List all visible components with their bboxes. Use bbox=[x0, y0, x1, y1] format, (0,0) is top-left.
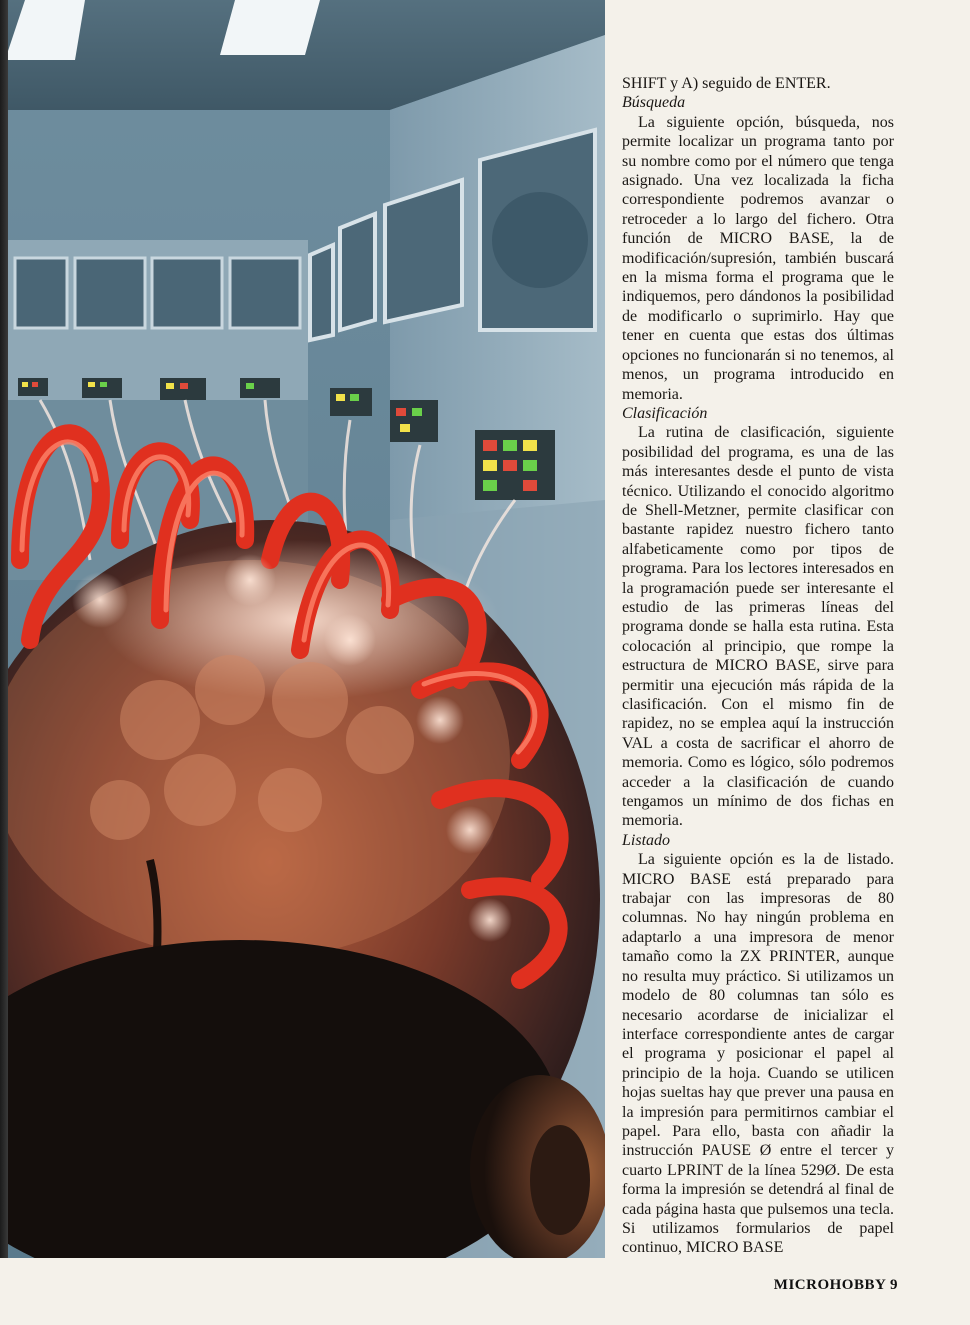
article-text-column bbox=[622, 74, 894, 1258]
intro-line: SHIFT y A) seguido de ENTER. bbox=[622, 75, 831, 92]
section-heading-clasificacion: Clasificación bbox=[622, 404, 708, 422]
page-edge-strip bbox=[0, 0, 8, 1258]
page-footer bbox=[768, 1277, 898, 1294]
section-body-listado: La siguiente opción es la de listado. MICRO BASE está preparado para trabajar con las impresoras de 80 columnas. No hay ningún problema en adaptarlo a una impresora de menor tamaño como la ZX PRINTER, aunque no resulta muy práctico. Si utilizamos un modelo de 80 columnas tan sólo es necesario acordarse de inicializar el interface correspondiente antes de cargar el programa y posicionar el papel al principio de la hoja. Cuando se utilicen hojas sueltas hay que prever una pausa en la impresión para permitirnos cambiar el papel. Para ello, basta con añadir la instrucción PAUSE Ø entre el tercer y cuarto LPRINT de la línea 529Ø. De esta forma la impresión se detendrá al final de cada página hasta que pulsemos una tecla. Si utilizamos formularios de papel continuo, MICRO BASE bbox=[622, 851, 894, 1257]
section-heading-busqueda: Búsqueda bbox=[622, 94, 686, 112]
section-body-clasificacion: La rutina de clasificación, siguiente posibilidad del programa, es una de las más interesantes desde el punto de vista técnico. Utilizando el conocido algoritmo de Shell-Metzner, permite clasificar con bastante rapidez nuestro fichero tanto alfabeticamente como por tipos de programa. Para los lectores interesados en la programación puede ser interesante el estudio de las primeras líneas del programa donde se halla esta rutina. Esta colocación al principio, que rompe la estructura de MICRO BASE, sirve para permitir una ejecución más rápida de la clasificación. Con el mismo fin de rapidez, no se emplea aquí la instrucción VAL a costa de sacrificar el ahorro de memoria. Como es lógico, sólo podremos acceder a la clasificación de cuando tengamos un mínimo de dos fichas en memoria. bbox=[622, 424, 894, 830]
section-heading-listado: Listado bbox=[622, 831, 671, 849]
page-number: 9 bbox=[890, 1277, 898, 1293]
section-body-busqueda: La siguiente opción, búsqueda, nos permite localizar un programa tanto por su nombre como por el número que tenga asignado. Una vez localizada la ficha correspondiente podremos avanzar o retroceder a lo largo del fichero. Otra función de MICRO BASE, la de modificación/supresión, también buscará en la misma forma el programa que le indiquemos, pero dándonos la posibilidad de modificarlo o suprimirlo. Hay que tener en cuenta que estas dos últimas opciones no funcionarán si no tenemos, al menos, un programa introducido en memoria. bbox=[622, 113, 894, 403]
magazine-name: MICROHOBBY bbox=[773, 1277, 886, 1293]
